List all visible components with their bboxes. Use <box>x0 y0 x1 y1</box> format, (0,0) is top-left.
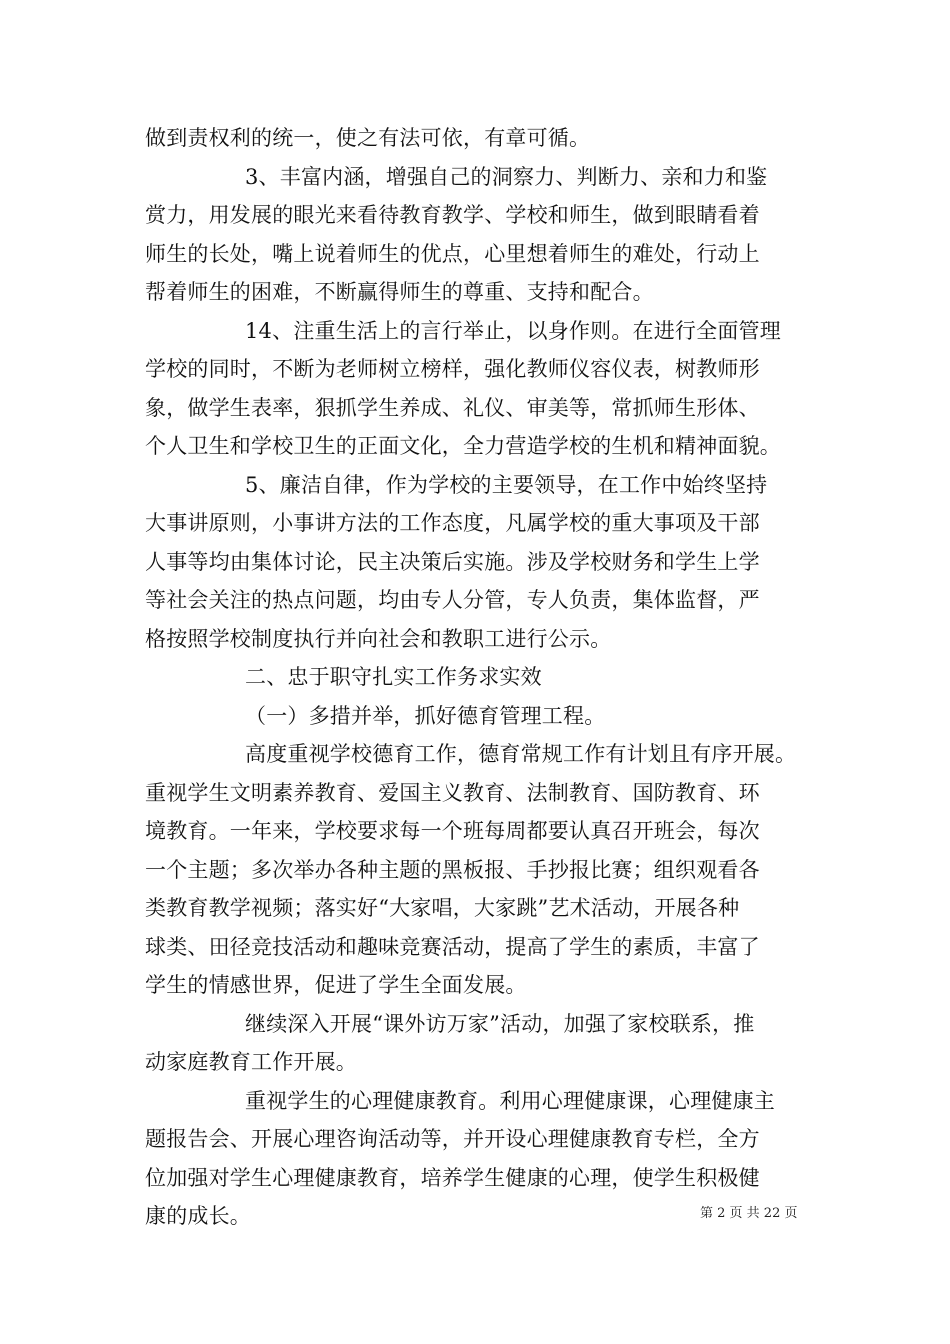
section-heading: 二、忠于职守扎实工作务求实效 <box>245 665 542 689</box>
text-line: 康的成长。 <box>145 1204 251 1228</box>
text-line: 帮着师生的困难，不断赢得师生的尊重、支持和配合。 <box>145 280 654 304</box>
text-line: 境教育。一年来，学校要求每一个班每周都要认真召开班会，每次 <box>145 819 760 843</box>
text-line: 师生的长处，嘴上说着师生的优点，心里想着师生的难处，行动上 <box>145 241 760 266</box>
text-line: 继续深入开展“课外访万家”活动，加强了家校联系，推 <box>245 1011 755 1036</box>
text-line: 3、丰富内涵，增强自己的洞察力、判断力、亲和力和鉴 <box>245 164 768 189</box>
text-line: 题报告会、开展心理咨询活动等，并开设心理健康教育专栏，全方 <box>145 1127 760 1151</box>
text-line: 5、廉洁自律，作为学校的主要领导，在工作中始终坚持 <box>245 472 768 497</box>
document-body <box>145 119 835 1236</box>
text-line: 学校的同时，不断为老师树立榜样，强化教师仪容仪表，树教师形 <box>145 357 760 381</box>
text-line: 个人卫生和学校卫生的正面文化，全力营造学校的生机和精神面貌。 <box>145 434 781 458</box>
text-line: 等社会关注的热点问题，均由专人分管，专人负责，集体监督，严 <box>145 588 760 612</box>
text-line: 重视学生文明素养教育、爱国主义教育、法制教育、国防教育、环 <box>145 780 760 805</box>
page-number-footer: 第 2 页 共 22 页 <box>700 1206 798 1221</box>
text-line: 一个主题；多次举办各种主题的黑板报、手抄报比赛；组织观看各 <box>145 857 760 882</box>
text-line: 高度重视学校德育工作，德育常规工作有计划且有序开展。 <box>245 742 797 766</box>
text-line: 学生的情感世界，促进了学生全面发展。 <box>145 973 527 997</box>
text-line: 类教育教学视频；落实好“大家唱，大家跳”艺术活动，开展各种 <box>145 896 740 920</box>
text-line: 象，做学生表率，狠抓学生养成、礼仪、审美等，常抓师生形体、 <box>145 395 760 420</box>
text-line: 动家庭教育工作开展。 <box>145 1050 357 1074</box>
text-line: 人事等均由集体讨论，民主决策后实施。涉及学校财务和学生上学 <box>145 549 760 574</box>
text-line: 球类、田径竞技活动和趣味竞赛活动，提高了学生的素质，丰富了 <box>145 934 760 959</box>
text-line: 位加强对学生心理健康教育，培养学生健康的心理，使学生积极健 <box>145 1165 760 1190</box>
text-line: 重视学生的心理健康教育。利用心理健康课，心理健康主 <box>245 1088 775 1113</box>
text-line: 格按照学校制度执行并向社会和教职工进行公示。 <box>145 626 612 651</box>
text-line: 大事讲原则，小事讲方法的工作态度，凡属学校的重大事项及干部 <box>145 511 760 535</box>
text-line: 赏力，用发展的眼光来看待教育教学、学校和师生，做到眼睛看着 <box>145 203 760 227</box>
subsection-heading: （一）多措并举，抓好德育管理工程。 <box>245 703 606 728</box>
text-line: 14、注重生活上的言行举止，以身作则。在进行全面管理 <box>245 318 781 343</box>
text-line: 做到责权利的统一，使之有法可依，有章可循。 <box>145 126 591 150</box>
